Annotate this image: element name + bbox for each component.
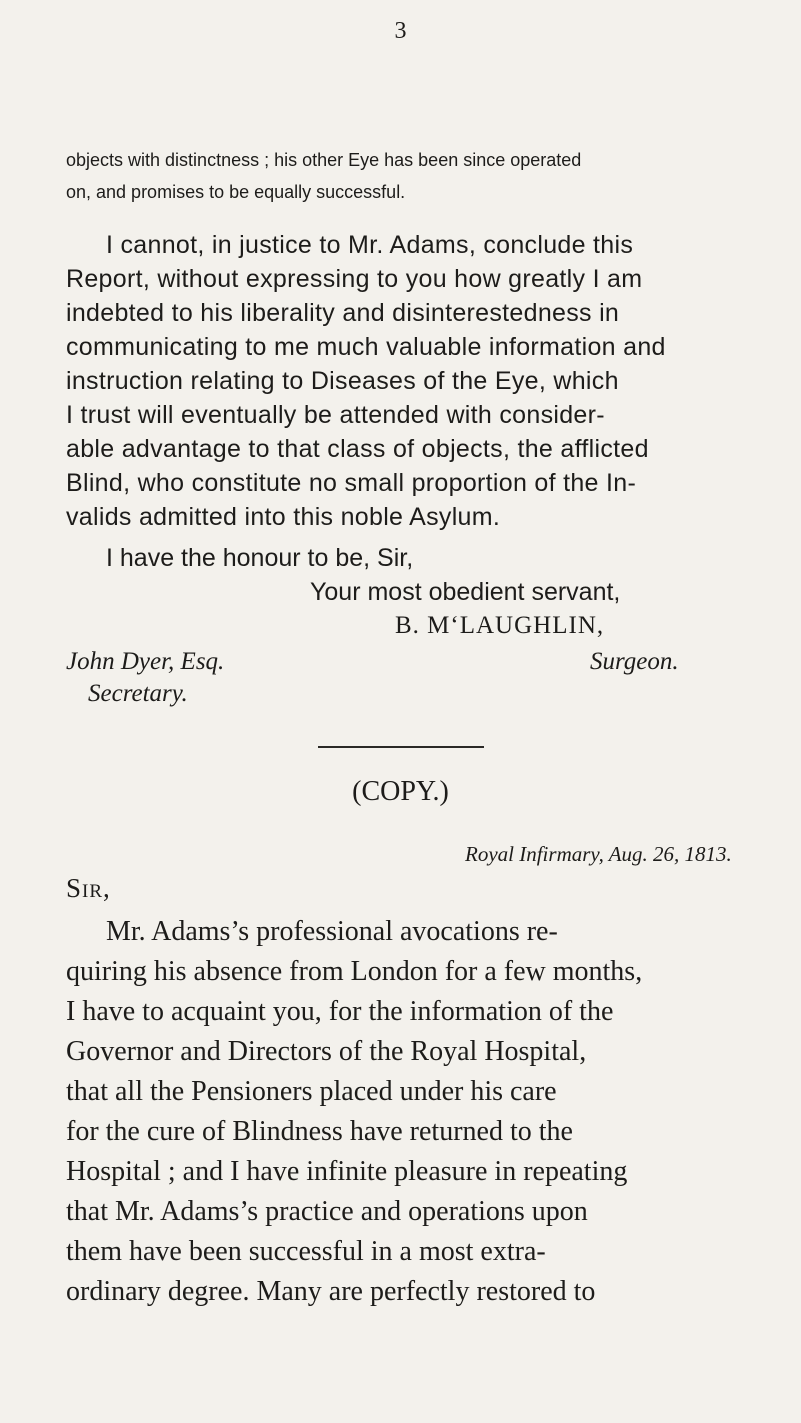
closing-honour: I have the honour to be, Sir, [106, 544, 414, 572]
closing-servant: Your most obedient servant, [310, 578, 621, 606]
text-line: Blind, who constitute no small proportion of the In- [66, 469, 637, 497]
text-line: I have to acquaint you, for the information of the [66, 996, 614, 1027]
text-line: indebted to his liberality and disinterestedness in [66, 299, 620, 327]
text-line: ordinary degree. Many are perfectly restored to [66, 1276, 596, 1307]
letter-first-line: Mr. Adams’s professional avocations re- [106, 916, 558, 947]
text-line: them have been successful in a most extra- [66, 1236, 546, 1267]
text-line: Hospital ; and I have infinite pleasure in repeating [66, 1156, 628, 1187]
text-line: valids admitted into this noble Asylum. [66, 503, 501, 531]
addressee-role: Secretary. [88, 680, 188, 707]
text-line: on, and promises to be equally successful. [66, 182, 406, 202]
copy-heading: (COPY.) [352, 776, 449, 807]
section-divider [318, 746, 484, 748]
text-line: Governor and Directors of the Royal Hospital, [66, 1036, 587, 1067]
text-line: Report, without expressing to you how greatly I am [66, 265, 643, 293]
text-line: for the cure of Blindness have returned to the [66, 1116, 573, 1147]
text-line: I cannot, in justice to Mr. Adams, conclude this [106, 231, 634, 259]
signature-title: Surgeon. [590, 648, 679, 675]
signature: B. M‘LAUGHLIN, [395, 612, 605, 639]
text-line: objects with distinctness ; his other Eye has been since operated [66, 150, 582, 170]
paragraph-report-conclusion [66, 228, 756, 534]
text-line: that all the Pensioners placed under his care [66, 1076, 557, 1107]
text-line: I trust will eventually be attended with consider- [66, 401, 605, 429]
text-line: instruction relating to Diseases of the Eye, which [66, 367, 619, 395]
addressee-name: John Dyer, Esq. [66, 648, 225, 675]
letter-body [66, 912, 766, 1312]
text-line: quiring his absence from London for a few months, [66, 956, 643, 987]
dateline: Royal Infirmary, Aug. 26, 1813. [465, 842, 732, 866]
text-line: communicating to me much valuable information and [66, 333, 666, 361]
text-line: that Mr. Adams’s practice and operations upon [66, 1196, 588, 1227]
text-line: able advantage to that class of objects, the afflicted [66, 435, 649, 463]
page-number: 3 [394, 18, 407, 44]
paragraph-continuation [66, 144, 746, 208]
salutation: Sir, [66, 873, 111, 903]
